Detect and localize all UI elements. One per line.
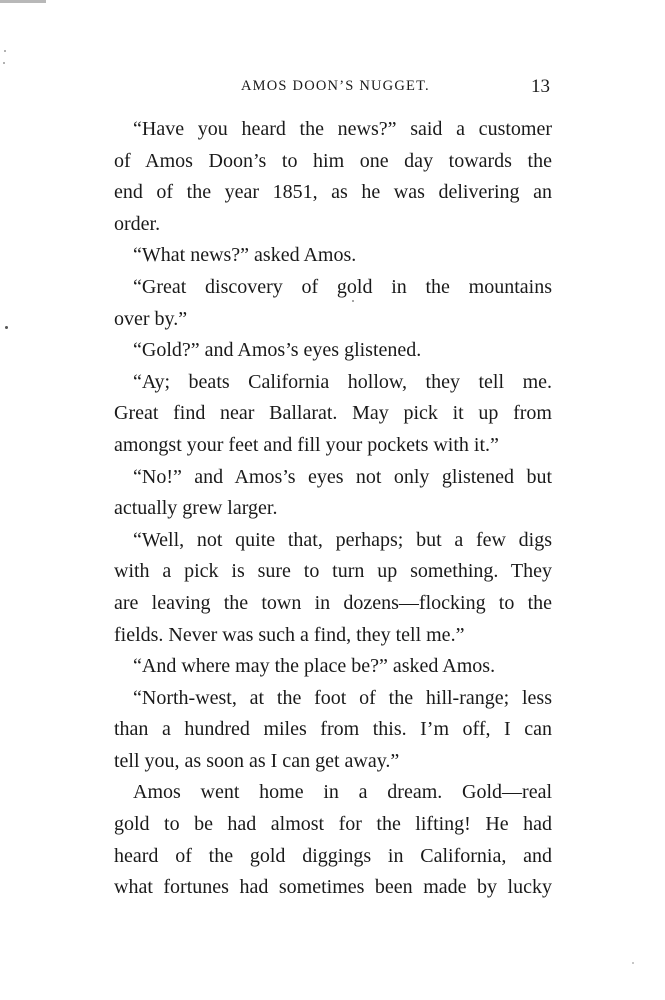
page-number: 13 xyxy=(531,76,550,97)
page-edge-marks xyxy=(0,0,14,1000)
text-line: what fortunes had sometimes been made by lucky xyxy=(114,876,552,899)
text-line: end of the year 1851, as he was delivering an xyxy=(114,181,552,204)
text-line: “Have you heard the news?” said a customer xyxy=(133,118,552,140)
text-line: are leaving the town in dozens—flocking to the xyxy=(114,591,552,614)
text-line: actually grew larger. xyxy=(114,497,278,520)
text-line: than a hundred miles from this. I’m off, I can xyxy=(114,718,552,741)
ink-speck xyxy=(5,326,8,329)
ink-speck xyxy=(3,62,5,64)
text-line: Great find near Ballarat. May pick it up from xyxy=(114,402,552,425)
text-line: “Great discovery of gold in the mountains xyxy=(133,275,552,298)
text-line: “No!” and Amos’s eyes not only glistened but xyxy=(133,465,552,488)
text-line: Amos went home in a dream. Gold—real xyxy=(133,781,552,804)
text-line: “Ay; beats California hollow, they tell me. xyxy=(133,370,552,393)
text-line: with a pick is sure to turn up something. They xyxy=(114,560,552,583)
text-line: “Gold?” and Amos’s eyes glistened. xyxy=(133,339,422,362)
scan-edge-shadow xyxy=(0,0,46,3)
ink-speck xyxy=(4,50,6,52)
text-line: heard of the gold diggings in California, and xyxy=(114,844,552,867)
ink-speck xyxy=(632,962,634,964)
body-text xyxy=(114,114,552,904)
text-line: “And where may the place be?” asked Amos. xyxy=(133,655,496,678)
text-line: fields. Never was such a find, they tell me.” xyxy=(114,623,465,646)
text-line: tell you, as soon as I can get away.” xyxy=(114,749,400,772)
text-line: of Amos Doon’s to him one day towards the xyxy=(114,149,552,172)
text-line: order. xyxy=(114,212,161,235)
text-line: “What news?” asked Amos. xyxy=(133,244,357,267)
text-line: “North-west, at the foot of the hill-range; less xyxy=(133,686,552,709)
running-title: AMOS DOON’S NUGGET. xyxy=(241,78,430,94)
text-line: gold to be had almost for the lifting! He had xyxy=(114,813,552,836)
page-header xyxy=(114,78,550,102)
text-line: “Well, not quite that, perhaps; but a few digs xyxy=(133,528,552,551)
text-line: amongst your feet and fill your pockets with it.” xyxy=(114,433,499,456)
text-line: over by.” xyxy=(114,307,188,330)
